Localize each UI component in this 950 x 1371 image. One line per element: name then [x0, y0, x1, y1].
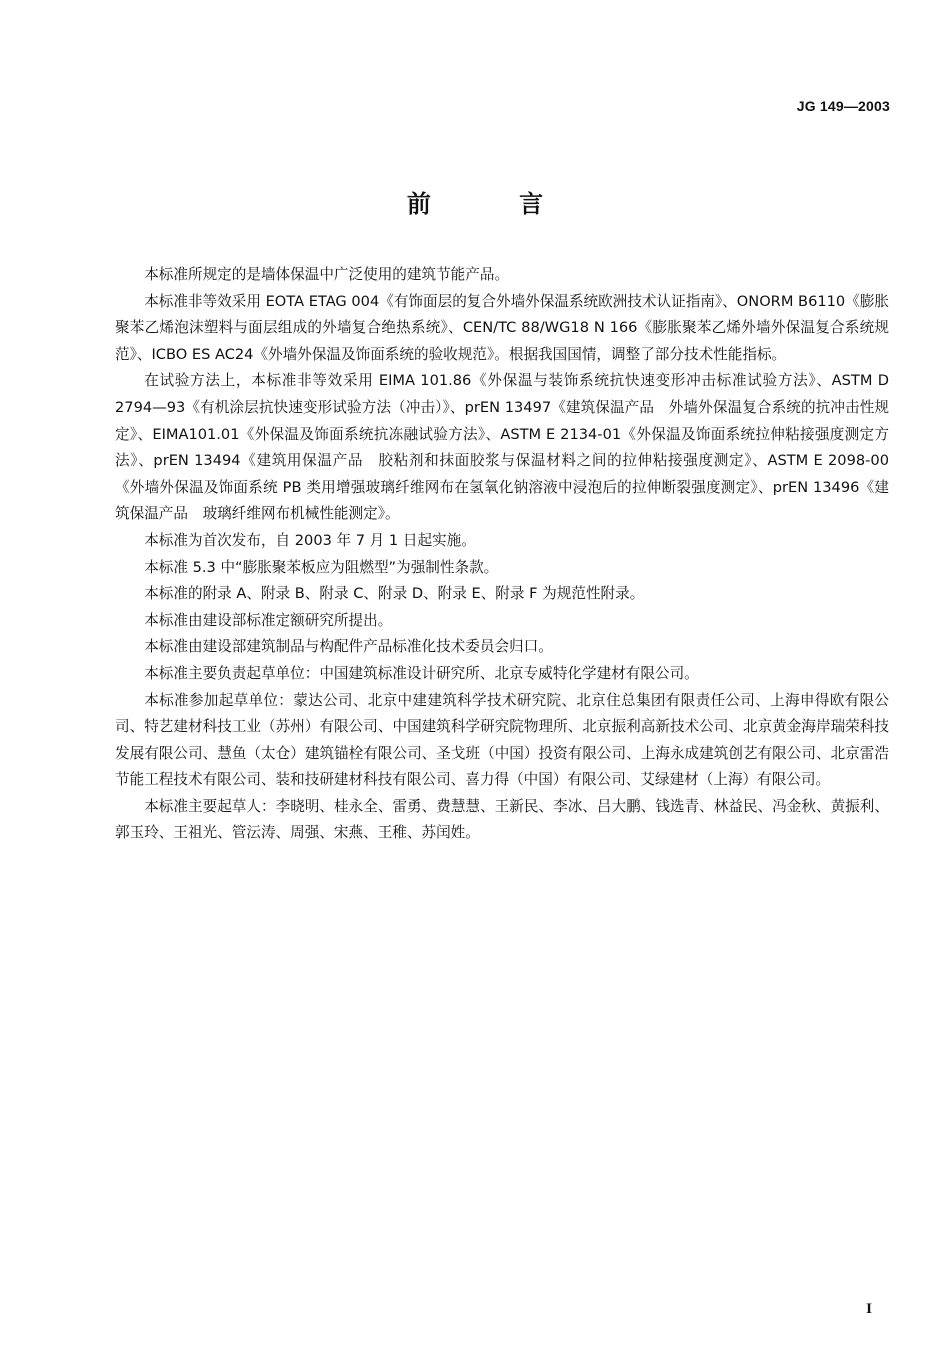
document-body: [115, 262, 889, 847]
paragraph-participating-units: 本标准参加起草单位：蒙达公司、北京中建建筑科学技术研究院、北京住总集团有限责任公司、上海申得欧有限公司、特艺建材科技工业（苏州）有限公司、中国建筑科学研究院物理所、北京振利高新技术公司、北京黄金海岸瑞荣科技发展有限公司、慧鱼（太仓）建筑锚栓有限公司、圣戈班（中国）投资有限公司、上海永成建筑创艺有限公司、北京雷浩节能工程技术有限公司、装和技研建材科技有限公司、喜力得（中国）有限公司、艾绿建材（上海）有限公司。: [115, 691, 889, 789]
paragraph-test-methods: 在试验方法上，本标准非等效采用 EIMA 101.86《外保温与装饰系统抗快速变形冲击标准试验方法》、ASTM D 2794—93《有机涂层抗快速变形试验方法（冲击）》、prEN 13497《建筑保温产品 外墙外保温复合系统的抗冲击性规定》、EIMA101.01《外保温及饰面系统抗冻融试验方法》、ASTM E 2134-01《外保温及饰面系统拉伸粘接强度测定方法》、prEN 13494《建筑用保温产品 胶粘剂和抹面胶浆与保温材料之间的拉伸粘接强度测定》、ASTM E 2098-00《外墙外保温及饰面系统 PB 类用增强玻璃纤维网布在氢氧化钠溶液中浸泡后的拉伸断裂强度测定》、prEN 13496《建筑保温产品 玻璃纤维网布机械性能测定》。: [115, 372, 889, 523]
paragraph-effective-date: 本标准为首次发布，自 2003 年 7 月 1 日起实施。: [144, 531, 476, 549]
paragraph-proposed-by: 本标准由建设部标准定额研究所提出。: [144, 611, 393, 629]
paragraph-reference-standards: 本标准非等效采用 EOTA ETAG 004《有饰面层的复合外墙外保温系统欧洲技术认证指南》、ONORM B6110《膨胀聚苯乙烯泡沫塑料与面层组成的外墙复合绝热系统》、CEN/TC 88/WG18 N 166《膨胀聚苯乙烯外墙外保温复合系统规范》、ICBO ES AC24《外墙外保温及饰面系统的验收规范》。根据我国国情，调整了部分技术性能指标。: [115, 292, 889, 363]
paragraph-mandatory-clause: 本标准 5.3 中“膨胀聚苯板应为阻燃型”为强制性条款。: [144, 558, 499, 576]
paragraph-scope: 本标准所规定的是墙体保温中广泛使用的建筑节能产品。: [144, 266, 510, 283]
paragraph-managed-by: 本标准由建设部建筑制品与构配件产品标准化技术委员会归口。: [144, 638, 553, 656]
page-number: I: [866, 1301, 872, 1317]
standard-number: JG 149—2003: [796, 98, 890, 114]
paragraph-main-drafting-units: 本标准主要负责起草单位：中国建筑标准设计研究所、北京专威特化学建材有限公司。: [144, 664, 699, 682]
paragraph-main-drafters: 本标准主要起草人：李晓明、桂永全、雷勇、费慧慧、王新民、李冰、吕大鹏、钱选青、林益民、冯金秋、黄振利、郭玉玲、王祖光、管沄涛、周强、宋燕、王稚、苏闰姓。: [115, 797, 889, 842]
paragraph-annexes: 本标准的附录 A、附录 B、附录 C、附录 D、附录 E、附录 F 为规范性附录。: [144, 585, 645, 603]
page-title: 前 言: [406, 190, 584, 218]
